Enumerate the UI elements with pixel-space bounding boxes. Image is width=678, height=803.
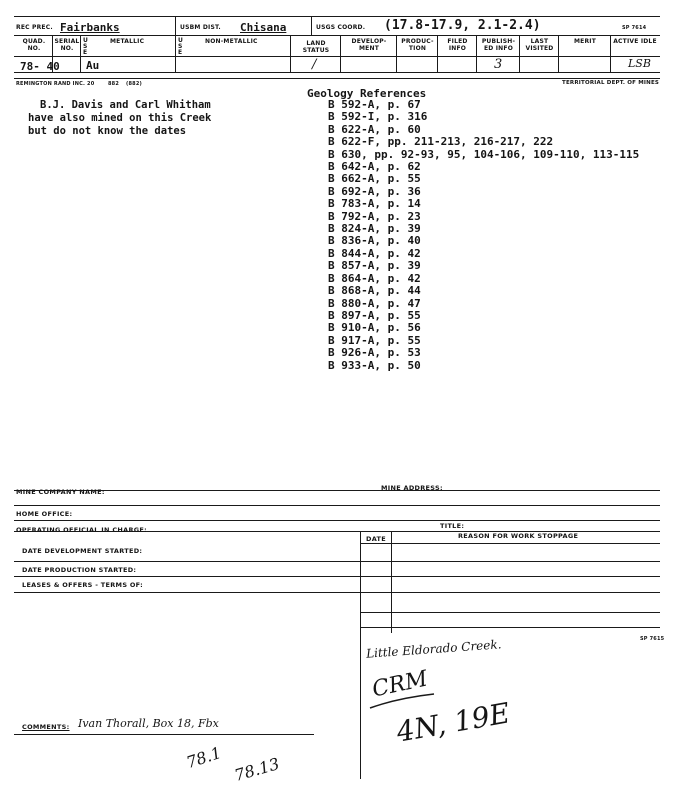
handwritten-initials: CRM [370, 666, 430, 703]
geology-references [328, 99, 639, 372]
geology-reference: B 868-A, p. 44 [328, 284, 421, 298]
geology-reference: B 844-A, p. 42 [328, 246, 421, 260]
comments-label: COMMENTS: [22, 723, 70, 731]
rec-prec-value: Fairbanks [60, 21, 120, 34]
form-number: SP 7614 [622, 25, 647, 31]
geology-reference: B 917-A, p. 55 [328, 333, 421, 347]
handwritten-township: 4N, 19E [394, 696, 513, 749]
date-column-label: DATE [366, 535, 386, 543]
development-label: DEVELOP-MENT [351, 38, 387, 52]
geology-reference: B 910-A, p. 56 [328, 321, 421, 335]
published-info-value: 3 [494, 57, 503, 72]
metallic-value: Au [86, 59, 100, 72]
handwritten-creek: Little Eldorado Creek. [365, 637, 502, 661]
comments-value: Ivan Thorall, Box 18, Fbx [78, 717, 219, 730]
home-office-label: HOME OFFICE: [16, 510, 73, 518]
signature-underline [368, 692, 438, 712]
geology-reference: B 622-F, pp. 211-213, 216-217, 222 [328, 135, 554, 149]
notes-block [28, 99, 211, 138]
geology-reference: B 622-A, p. 60 [328, 122, 421, 136]
quad-no-label: QUAD. NO. [22, 38, 46, 52]
active-idle-label: ACTIVE IDLE [613, 38, 657, 45]
form-number-2: SP 7615 [640, 636, 665, 642]
mine-company-name-label: MINE COMPANY NAME: [16, 488, 105, 496]
s-label: S [83, 43, 88, 50]
metallic-label: METALLIC [110, 38, 145, 45]
published-info-label: PUBLISH-ED INFO [481, 38, 516, 52]
s-label-2: S [178, 43, 183, 50]
territorial-label: TERRITORIAL DEPT. OF MINES [562, 80, 660, 86]
geology-reference: B 857-A, p. 39 [328, 259, 421, 273]
handwritten-number-2: 78.13 [232, 754, 282, 785]
geology-reference: B 926-A, p. 53 [328, 346, 421, 360]
geology-reference: B 692-A, p. 36 [328, 184, 421, 198]
active-idle-value: LSB [628, 57, 651, 70]
filed-info-label: FILED INFO [447, 38, 468, 52]
operating-official-label: OPERATING OFFICIAL IN CHARGE: [16, 526, 148, 534]
handwritten-number-1: 78.1 [183, 742, 224, 773]
usgs-coord-label: USGS COORD. [316, 24, 366, 31]
date-development-label: DATE DEVELOPMENT STARTED: [22, 547, 143, 555]
geology-reference: B 864-A, p. 42 [328, 271, 421, 285]
notes-line-3: but do not know the dates [28, 125, 187, 137]
e-label-2: E [178, 49, 183, 56]
date-production-label: DATE PRODUCTION STARTED: [22, 566, 137, 574]
geology-reference: B 897-A, p. 55 [328, 308, 421, 322]
rec-prec-label: REC PREC. [16, 24, 53, 31]
geology-reference: B 824-A, p. 39 [328, 222, 421, 236]
usbm-dist-label: USBM DIST. [180, 24, 221, 31]
usbm-dist-value: Chisana [240, 21, 287, 34]
u-label: U [83, 37, 89, 44]
serial-no-label: SERIAL NO. [54, 38, 80, 52]
imprint-left: REMINGTON RAND INC. 20 [16, 81, 95, 87]
notes-line-1: B.J. Davis and Carl Whitham [40, 99, 211, 111]
geology-reference: B 630, pp. 92-93, 95, 104-106, 109-110, 113-115 [328, 147, 640, 161]
geology-reference: B 933-A, p. 50 [328, 358, 421, 372]
reason-column-label: REASON FOR WORK STOPPAGE [458, 532, 579, 540]
mine-address-label: MINE ADDRESS: [381, 484, 443, 492]
geology-reference: B 836-A, p. 40 [328, 234, 421, 248]
imprint-code1: 882 [108, 81, 120, 87]
geology-reference: B 662-A, p. 55 [328, 172, 421, 186]
title-label: TITLE: [440, 522, 465, 530]
notes-line-2: have also mined on this Creek [28, 112, 212, 124]
geology-reference: B 792-A, p. 23 [328, 209, 421, 223]
quad-serial-value: 78- 40 [20, 60, 60, 73]
land-status-label: LAND STATUS [302, 40, 330, 54]
geology-reference: B 592-I, p. 316 [328, 110, 428, 124]
u-label-2: U [178, 37, 184, 44]
last-visited-label: LAST VISITED [525, 38, 554, 52]
geology-reference: B 783-A, p. 14 [328, 197, 421, 211]
land-status-mark: / [312, 57, 317, 72]
production-label: PRODUC-TION [401, 38, 434, 52]
merit-label: MERIT [573, 38, 596, 45]
geology-reference: B 592-A, p. 67 [328, 98, 421, 111]
leases-label: LEASES & OFFERS - TERMS OF: [22, 581, 143, 589]
geology-reference: B 880-A, p. 47 [328, 296, 421, 310]
non-metallic-label: NON-METALLIC [205, 38, 258, 45]
geology-reference: B 642-A, p. 62 [328, 160, 421, 174]
geology-title: Geology References [307, 87, 427, 100]
imprint-code2: (882) [126, 81, 143, 87]
e-label: E [83, 49, 88, 56]
usgs-coord-value: (17.8-17.9, 2.1-2.4) [384, 18, 541, 33]
